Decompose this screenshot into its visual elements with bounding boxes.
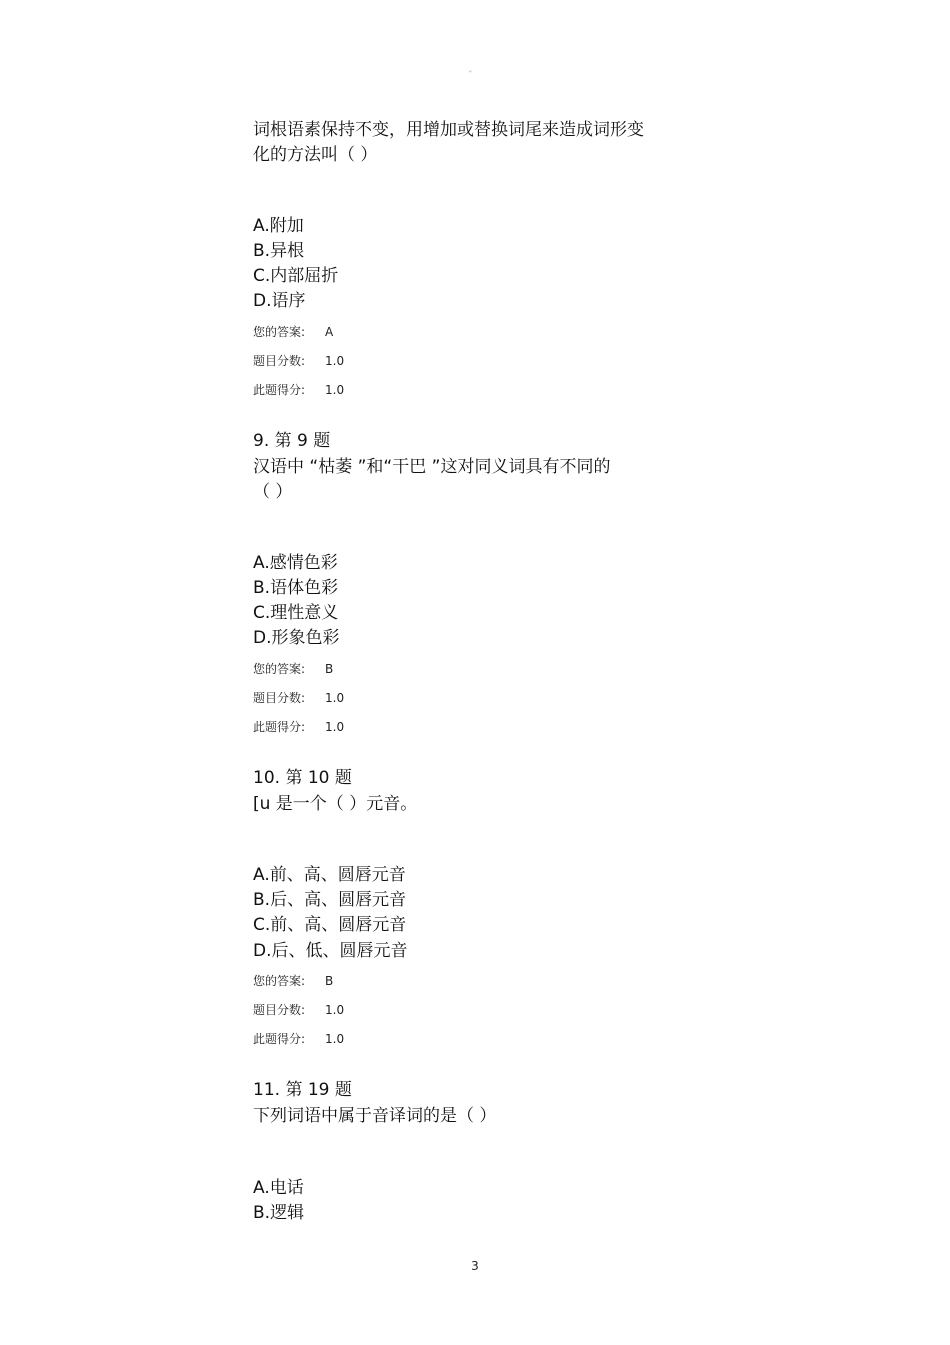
score-label: 题目分数:: [253, 1003, 306, 1017]
option-b: B.异根: [253, 241, 305, 261]
option-a: A.感情色彩: [253, 553, 338, 573]
got-label: 此题得分:: [253, 383, 306, 397]
question-stem-line: 词根语素保持不变，用增加或替换词尾来造成词形变: [253, 120, 644, 140]
answer-value: A: [325, 325, 334, 339]
score-row: [253, 1002, 453, 1018]
question-stem-line: 下列词语中属于音译词的是（ ）: [253, 1106, 497, 1126]
score-value: 1.0: [325, 354, 345, 368]
option-b: B.语体色彩: [253, 578, 339, 598]
option-c: C.理性意义: [253, 603, 339, 623]
option-d: D.语序: [253, 291, 306, 311]
option-c: C.前、高、圆唇元音: [253, 915, 407, 935]
got-value: 1.0: [325, 720, 345, 734]
question-stem-line: 汉语中 “枯萎 ”和“干巴 ”这对同义词具有不同的: [253, 457, 611, 477]
answer-row: [253, 661, 453, 677]
got-label: 此题得分:: [253, 720, 306, 734]
answer-label: 您的答案:: [253, 325, 306, 339]
answer-value: B: [325, 974, 334, 988]
score-value: 1.0: [325, 691, 345, 705]
option-d: D.后、低、圆唇元音: [253, 941, 408, 961]
option-a: A.附加: [253, 216, 304, 236]
got-row: [253, 719, 453, 735]
page-number: 3: [471, 1259, 479, 1273]
question-stem-line: [u 是一个（ ）元音。: [253, 794, 418, 814]
score-label: 题目分数:: [253, 691, 306, 705]
option-c: C.内部屈折: [253, 266, 339, 286]
question-heading: 11. 第 19 题: [253, 1080, 352, 1100]
score-row: [253, 690, 453, 706]
got-row: [253, 1031, 453, 1047]
option-b: B.后、高、圆唇元音: [253, 890, 407, 910]
header-mark: ": [469, 70, 472, 77]
score-label: 题目分数:: [253, 354, 306, 368]
answer-label: 您的答案:: [253, 662, 306, 676]
score-value: 1.0: [325, 1003, 345, 1017]
score-row: [253, 353, 453, 369]
answer-value: B: [325, 662, 334, 676]
option-a: A.电话: [253, 1178, 304, 1198]
question-stem-line: 化的方法叫（ ）: [253, 145, 378, 165]
got-row: [253, 382, 453, 398]
question-heading: 9. 第 9 题: [253, 431, 331, 451]
option-b: B.逻辑: [253, 1203, 305, 1223]
question-stem-line: （ ）: [253, 482, 293, 502]
answer-row: [253, 973, 453, 989]
got-label: 此题得分:: [253, 1032, 306, 1046]
got-value: 1.0: [325, 1032, 345, 1046]
question-heading: 10. 第 10 题: [253, 768, 352, 788]
got-value: 1.0: [325, 383, 345, 397]
option-d: D.形象色彩: [253, 628, 340, 648]
answer-row: [253, 324, 453, 340]
answer-label: 您的答案:: [253, 974, 306, 988]
option-a: A.前、高、圆唇元音: [253, 865, 406, 885]
